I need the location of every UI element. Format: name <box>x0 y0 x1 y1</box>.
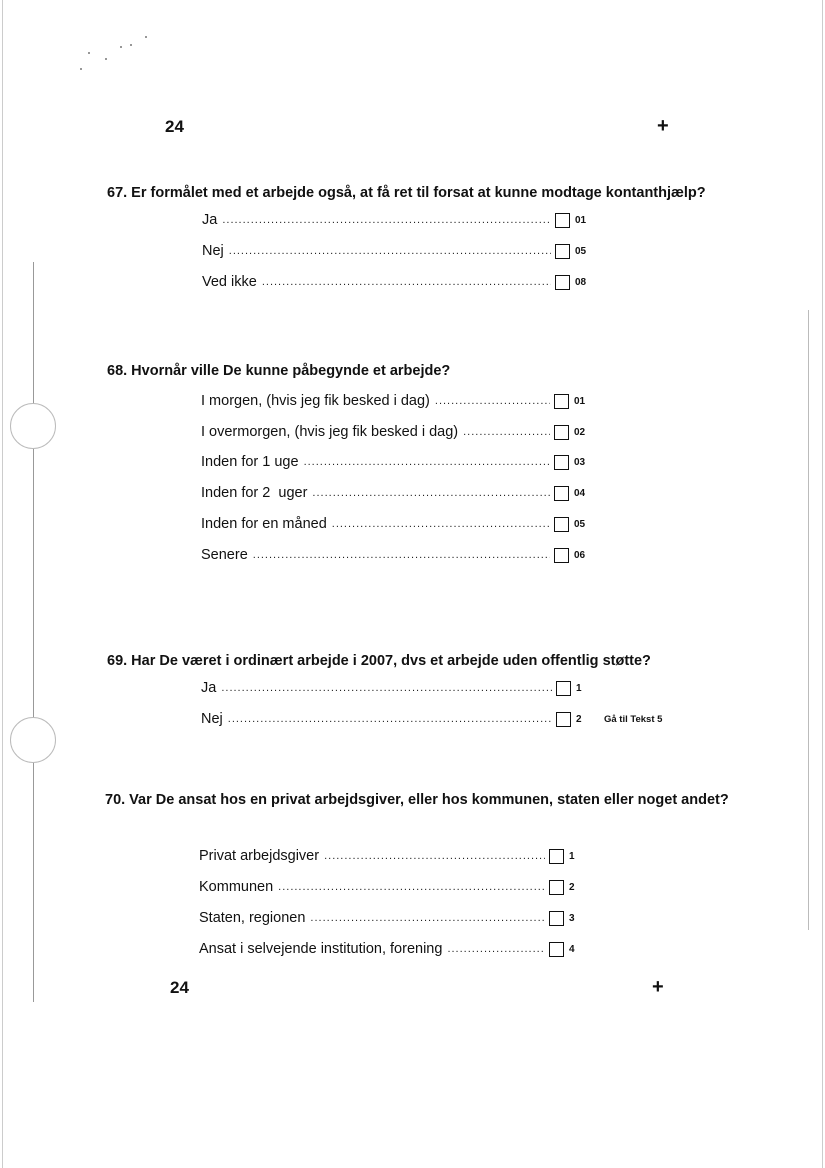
checkbox[interactable] <box>554 548 569 563</box>
checkbox[interactable] <box>549 911 564 926</box>
option-code: 01 <box>574 395 586 407</box>
option-code: 03 <box>574 456 586 468</box>
registration-plus-bottom: + <box>652 976 664 998</box>
checkbox[interactable] <box>554 517 569 532</box>
speck <box>130 44 132 46</box>
option-label: Ansat i selvejende institution, forening <box>199 941 443 957</box>
punch-hole-top <box>10 403 56 449</box>
answer-option[interactable] <box>201 482 596 504</box>
checkbox[interactable] <box>554 425 569 440</box>
option-code: 05 <box>574 518 586 530</box>
answer-option[interactable] <box>199 938 591 960</box>
right-page-edge <box>822 0 823 1168</box>
answer-option[interactable] <box>199 907 591 929</box>
option-label: Nej <box>201 711 223 727</box>
checkbox[interactable] <box>555 213 570 228</box>
answer-option[interactable] <box>199 876 591 898</box>
option-label: I morgen, (hvis jeg fik besked i dag) <box>201 393 430 409</box>
checkbox[interactable] <box>555 275 570 290</box>
question-68-title: 68. Hvornår ville De kunne påbegynde et arbejde? <box>107 363 451 379</box>
option-code: 01 <box>575 214 587 226</box>
left-page-edge <box>2 0 3 1168</box>
speck <box>88 52 90 54</box>
answer-option[interactable] <box>201 544 596 566</box>
option-label: Inden for 2 uger <box>201 485 308 501</box>
option-code: 04 <box>574 487 586 499</box>
speck <box>120 46 122 48</box>
option-label: Ja <box>202 212 218 228</box>
question-69-title: 69. Har De været i ordinært arbejde i 2007, dvs et arbejde uden offentlig støtte? <box>107 653 651 669</box>
option-code: 06 <box>574 549 586 561</box>
leader-dots <box>221 682 552 699</box>
checkbox[interactable] <box>549 880 564 895</box>
answer-option[interactable] <box>201 451 596 473</box>
speck <box>80 68 82 70</box>
option-code: 4 <box>569 943 575 955</box>
leader-dots <box>278 881 545 898</box>
option-label: Ved ikke <box>202 274 257 290</box>
option-label: Senere <box>201 547 248 563</box>
checkbox[interactable] <box>554 486 569 501</box>
option-code: 02 <box>574 426 586 438</box>
option-label: Ja <box>201 680 217 696</box>
speck <box>145 36 147 38</box>
option-code: 2 <box>569 881 575 893</box>
leader-dots <box>253 549 550 566</box>
speck <box>105 58 107 60</box>
punch-hole-bottom <box>10 717 56 763</box>
question-70-title: 70. Var De ansat hos en privat arbejdsgiver, eller hos kommunen, staten eller noget andet? <box>105 792 729 808</box>
leader-dots <box>463 426 550 443</box>
checkbox[interactable] <box>554 455 569 470</box>
answer-option[interactable] <box>199 845 591 867</box>
option-label: Privat arbejdsgiver <box>199 848 320 864</box>
answer-option[interactable] <box>201 390 596 412</box>
answer-option[interactable] <box>201 677 598 699</box>
answer-option[interactable] <box>201 708 598 730</box>
option-code: 3 <box>569 912 575 924</box>
question-67-title: 67. Er formålet med et arbejde også, at få ret til forsat at kunne modtage kontanthjælp? <box>107 185 706 201</box>
checkbox[interactable] <box>549 942 564 957</box>
leader-dots <box>435 395 550 412</box>
option-label: Inden for 1 uge <box>201 454 299 470</box>
skip-instruction: Gå til Tekst 5 <box>604 714 663 725</box>
option-label: Nej <box>202 243 224 259</box>
option-code: 05 <box>575 245 587 257</box>
checkbox[interactable] <box>554 394 569 409</box>
option-code: 2 <box>576 713 582 725</box>
checkbox[interactable] <box>549 849 564 864</box>
leader-dots <box>324 850 545 867</box>
checkbox[interactable] <box>556 681 571 696</box>
page-number-top: 24 <box>165 117 184 136</box>
leader-dots <box>312 487 550 504</box>
registration-plus-top: + <box>657 115 669 137</box>
option-code: 08 <box>575 276 587 288</box>
page-number-bottom: 24 <box>170 978 189 997</box>
answer-option[interactable] <box>201 421 596 443</box>
leader-dots <box>262 276 551 293</box>
right-margin-line <box>808 310 809 930</box>
leader-dots <box>229 245 551 262</box>
answer-option[interactable] <box>201 513 596 535</box>
leader-dots <box>228 713 552 730</box>
leader-dots <box>222 214 551 231</box>
answer-option[interactable] <box>202 209 597 231</box>
option-label: Kommunen <box>199 879 274 895</box>
leader-dots <box>310 912 545 929</box>
option-label: Inden for en måned <box>201 516 327 532</box>
leader-dots <box>447 943 545 960</box>
checkbox[interactable] <box>556 712 571 727</box>
left-margin-line <box>33 262 34 1002</box>
option-label: Staten, regionen <box>199 910 306 926</box>
checkbox[interactable] <box>555 244 570 259</box>
leader-dots <box>332 518 550 535</box>
option-code: 1 <box>569 850 575 862</box>
option-code: 1 <box>576 682 582 694</box>
answer-option[interactable] <box>202 271 597 293</box>
leader-dots <box>304 456 550 473</box>
option-label: I overmorgen, (hvis jeg fik besked i dag) <box>201 424 459 440</box>
answer-option[interactable] <box>202 240 597 262</box>
